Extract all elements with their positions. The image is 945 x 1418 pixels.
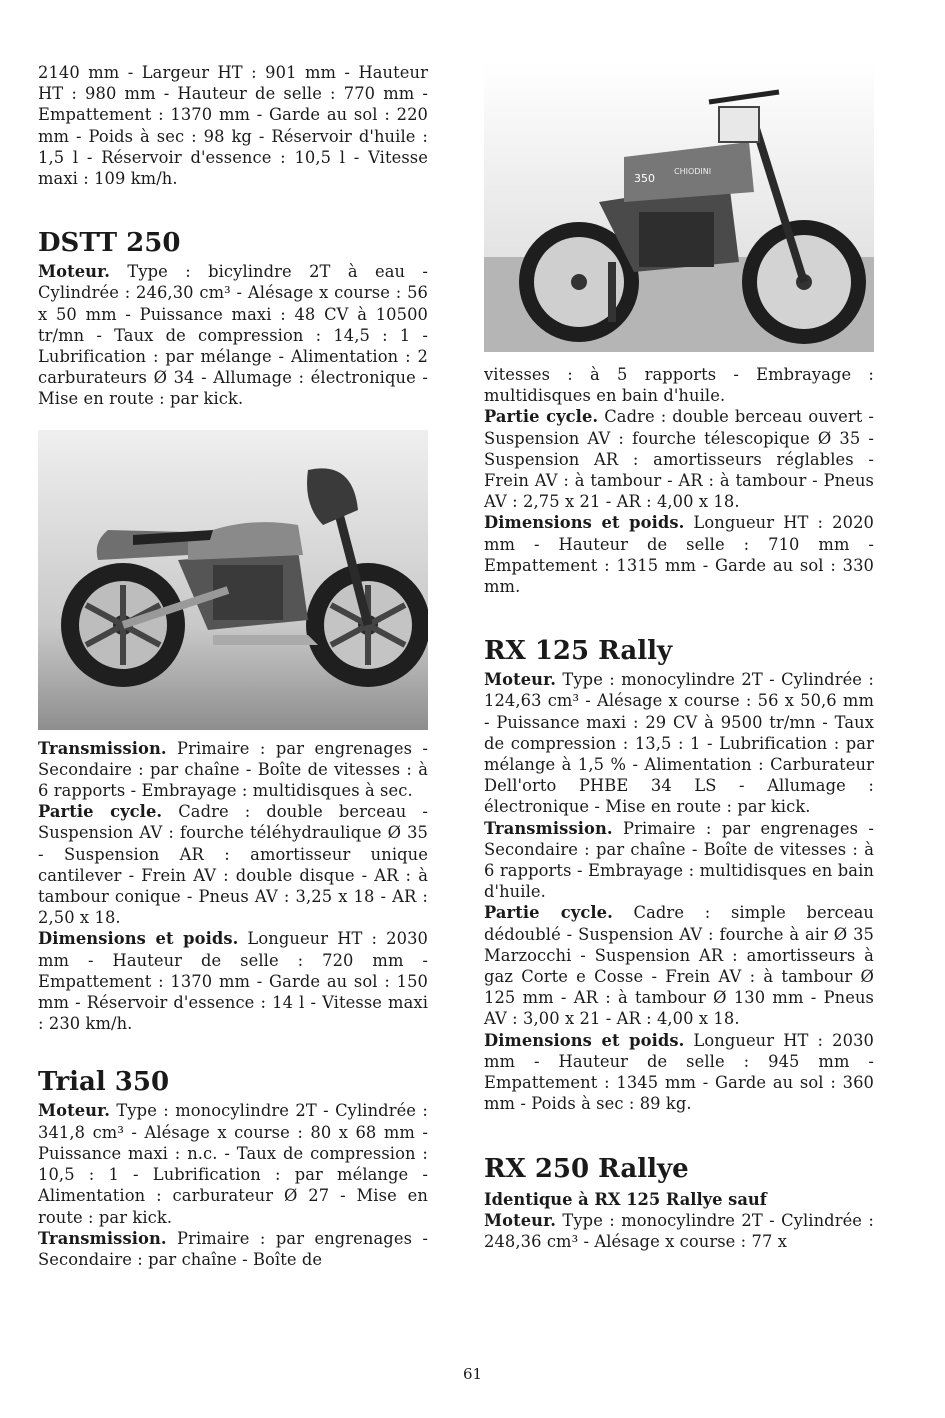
dstt-photo-illustration bbox=[38, 430, 428, 730]
intro-paragraph: 2140 mm - Largeur HT : 901 mm - Hauteur HT : 980 mm - Hauteur de selle : 770 mm - Empattement : 1370 mm - Garde au sol : 220 mm - Poids à sec : 98 kg - Réservoir d'huile : 1,5 l - Réservoir d'essence : 10,5 l - Vitesse maxi : 109 km/h. bbox=[38, 63, 428, 189]
dimensions-label: Dimensions et poids. bbox=[484, 1030, 685, 1050]
partie-cycle-text: Cadre : double berceau - Suspension AV : fourche téléhydraulique Ø 35 - Suspension AR : amortisseur unique cantilever - Frein AV : double disque - AR : à tambour conique - Pneus AV : 3,25 x 18 - AR : 2,50 x 18. bbox=[38, 802, 428, 928]
dstt-250-heading: DSTT 250 bbox=[38, 228, 181, 259]
dimensions-text: Longueur HT : 2030 mm - Hauteur de selle : 720 mm - Empattement : 1370 mm - Garde au sol : 150 mm - Réservoir d'essence : 14 l - Vitesse maxi : 230 km/h. bbox=[38, 929, 428, 1034]
left-column bbox=[38, 62, 428, 1270]
partie-cycle-text: Cadre : simple berceau dédoublé - Suspension AV : fourche à air Ø 35 Marzocchi - Suspension AR : amortisseurs à gaz Corte e Cosse - Frein AV : à tambour Ø 125 mm - AR : à tambour Ø 130 mm - Pneus AV : 3,00 x 21 - AR : 4,00 x 18. bbox=[484, 903, 875, 1029]
partie-cycle-label: Partie cycle. bbox=[484, 903, 613, 923]
dstt-dimensions-paragraph bbox=[38, 928, 428, 1034]
partie-cycle-label: Partie cycle. bbox=[38, 802, 163, 822]
moteur-label: Moteur. bbox=[38, 262, 111, 282]
transmission-text: Primaire : par engrenages - Secondaire : par chaîne - Boîte de bbox=[38, 1228, 428, 1269]
rx125-partie-cycle-paragraph bbox=[484, 902, 874, 1029]
dstt-transmission-paragraph bbox=[38, 738, 428, 802]
dimensions-text: Longueur HT : 2020 mm - Hauteur de selle : 710 mm - Empattement : 1315 mm - Garde au sol : 330 mm. bbox=[484, 513, 874, 597]
rx125-transmission-paragraph bbox=[484, 818, 874, 903]
trial-motorcycle-photo bbox=[484, 62, 874, 352]
moteur-label: Moteur. bbox=[38, 1101, 111, 1121]
trial-vitesses-paragraph: vitesses : à 5 rapports - Embrayage : multidisques en bain d'huile. bbox=[484, 365, 874, 406]
page-number: 61 bbox=[462, 1365, 483, 1383]
rx250-rallye-heading: RX 250 Rallye bbox=[484, 1153, 689, 1184]
dimensions-text: Longueur HT : 2030 mm - Hauteur de selle : 945 mm - Empattement : 1345 mm - Garde au sol : 360 mm - Poids à sec : 89 kg. bbox=[484, 1030, 874, 1114]
transmission-label: Transmission. bbox=[484, 818, 613, 838]
transmission-label: Transmission. bbox=[38, 1228, 167, 1248]
trial-photo-illustration bbox=[484, 62, 874, 352]
dimensions-label: Dimensions et poids. bbox=[38, 929, 239, 949]
moteur-label: Moteur. bbox=[484, 670, 557, 690]
trial-dimensions-paragraph bbox=[484, 512, 874, 597]
rx250-moteur-paragraph bbox=[484, 1210, 874, 1252]
moteur-label: Moteur. bbox=[484, 1210, 557, 1230]
moteur-text: Type : bicylindre 2T à eau - Cylindrée : 246,30 cm³ - Alésage x course : 56 x 50 mm - Puissance maxi : 48 CV à 10500 tr/mn - Taux de compression : 14,5 : 1 - Lubrification : par mélange - Alimentation : 2 carburateurs Ø 34 - Allumage : électronique - Mise en route : par kick. bbox=[38, 262, 428, 409]
rx250-subtitle: Identique à RX 125 Rallye sauf bbox=[484, 1189, 767, 1209]
partie-cycle-text: Cadre : double berceau ouvert - Suspension AV : fourche télescopique Ø 35 - Suspension AR : amortisseurs réglables - Frein AV : à tambour - AR : à tambour - Pneus AV : 2,75 x 21 - AR : 4,00 x 18. bbox=[484, 407, 875, 512]
trial-transmission-paragraph bbox=[38, 1228, 428, 1270]
dstt-partie-cycle-paragraph bbox=[38, 801, 428, 928]
dimensions-label: Dimensions et poids. bbox=[484, 513, 685, 533]
dstt-moteur-paragraph bbox=[38, 261, 428, 409]
partie-cycle-label: Partie cycle. bbox=[484, 407, 599, 427]
rx125-moteur-paragraph bbox=[484, 669, 874, 817]
rx125-dimensions-paragraph bbox=[484, 1030, 874, 1115]
trial-350-heading: Trial 350 bbox=[38, 1067, 170, 1098]
transmission-label: Transmission. bbox=[38, 738, 167, 758]
trial-partie-cycle-paragraph bbox=[484, 406, 874, 512]
trial-tank-number: 350 bbox=[634, 172, 655, 185]
right-column bbox=[484, 62, 874, 1252]
moteur-text: Type : monocylindre 2T - Cylindrée : 341,8 cm³ - Alésage x course : 80 x 68 mm - Puissance maxi : n.c. - Taux de compression : 10,5 : 1 - Lubrification : par mélange - Alimentation : carburateur Ø 27 - Mise en route : par kick. bbox=[38, 1101, 428, 1227]
transmission-text: Primaire : par engrenages - Secondaire : par chaîne - Boîte de vitesses : à 6 rapports - Embrayage : multidisques à sec. bbox=[38, 738, 428, 801]
moteur-text: Type : monocylindre 2T - Cylindrée : 124,63 cm³ - Alésage x course : 56 x 50,6 mm - Puissance maxi : 29 CV à 9500 tr/mn - Taux de compression : 13,5 : 1 - Lubrification : par mélange à 1,5 % - Alimentation : Carburateur Dell'orto PHBE 34 LS - Allumage : électronique - Mise en route : par kick. bbox=[484, 670, 874, 817]
transmission-text: Primaire : par engrenages - Secondaire : par chaîne - Boîte de vitesses : à 6 rapports - Embrayage : multidisques en bain d'huile. bbox=[484, 818, 874, 902]
dstt-motorcycle-photo bbox=[38, 430, 428, 730]
moteur-text: Type : monocylindre 2T - Cylindrée : 248,36 cm³ - Alésage x course : 77 x bbox=[484, 1210, 874, 1251]
trial-brand-logo: CHIODINI bbox=[674, 167, 712, 176]
rx125-rally-heading: RX 125 Rally bbox=[484, 636, 673, 667]
trial-moteur-paragraph bbox=[38, 1100, 428, 1227]
